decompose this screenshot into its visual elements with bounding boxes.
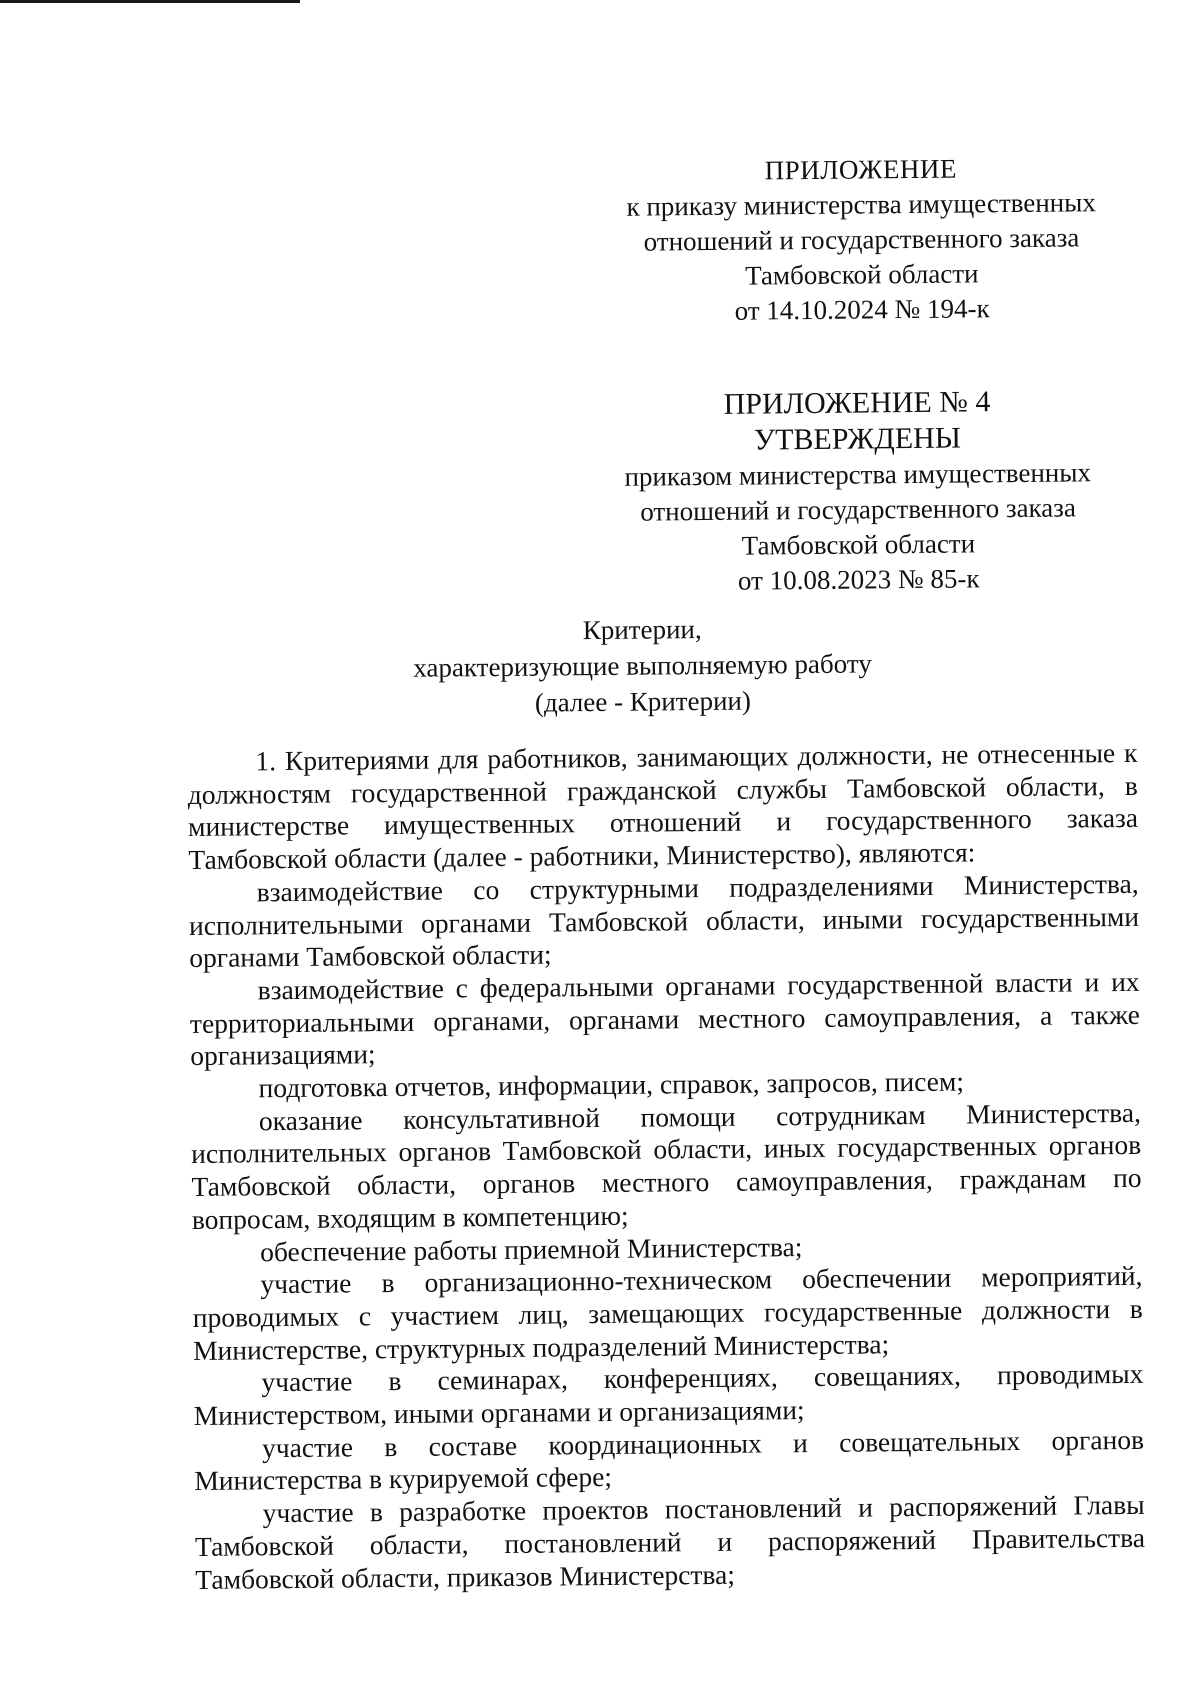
paragraph: участие в составе координационных и совещательных органов Министерства в курируемой сфере;	[194, 1423, 1145, 1497]
appendix4-date: от 10.08.2023 № 85-к	[737, 563, 980, 596]
heading-line: Критерии,	[582, 614, 702, 646]
appendix-title: ПРИЛОЖЕНИЕ	[764, 153, 958, 186]
appendix-line: к приказу министерства имущественных	[626, 187, 1096, 222]
appendix-line: отношений и государственного заказа	[643, 222, 1080, 257]
paragraph: 1. Критериями для работников, занимающих должности, не отнесенные к должностям государственной гражданской службы Тамбовской области, в министерстве имущественных отношений и государственного заказа Тамбовской области (далее - работники, Министерство), являются:	[187, 736, 1139, 876]
appendix4-header	[622, 383, 1094, 600]
appendix4-line: отношений и государственного заказа	[640, 492, 1076, 527]
heading-line: характеризующие выполняемую работу	[413, 648, 872, 683]
paragraph: обеспечение работы приемной Министерства;	[260, 1230, 803, 1267]
appendix4-title: ПРИЛОЖЕНИЕ № 4	[723, 385, 991, 421]
appendix-line: Тамбовской области	[744, 258, 979, 291]
heading-line: (далее - Критерии)	[534, 685, 752, 718]
paragraph: взаимодействие со структурными подразделениями Министерства, исполнительными органами Тамбовской области, иными государственными органами Тамбовской области;	[188, 867, 1140, 974]
criteria-body	[187, 737, 1145, 1596]
appendix-header	[626, 150, 1098, 330]
paragraph: участие в организационно-техническом обеспечении мероприятий, проводимых с участием лиц, замещающих государственные должности в Министерстве, структурных подразделений Министерства;	[192, 1260, 1143, 1366]
appendix4-line: приказом министерства имущественных	[624, 457, 1092, 492]
paragraph: участие в семинарах, конференциях, совещаниях, проводимых Министерством, иными органами и организациями;	[193, 1358, 1144, 1432]
paragraph: взаимодействие с федеральными органами государственной власти и их территориальными органами, органами местного самоуправления, а также организациями;	[189, 965, 1141, 1072]
criteria-heading	[342, 609, 943, 723]
paragraph: подготовка отчетов, информации, справок, запросов, писем;	[258, 1065, 965, 1104]
appendix-date: от 14.10.2024 № 194-к	[734, 293, 990, 326]
approved-label: УТВЕРЖДЕНЫ	[753, 421, 962, 457]
appendix4-line: Тамбовской области	[741, 528, 976, 561]
paragraph: оказание консультативной помощи сотрудникам Министерства, исполнительных органов Тамбовской области, иных государственных органов Тамбовской области, органов местного самоуправления, гражданам по вопросам, входящим в компетенцию;	[191, 1096, 1142, 1235]
paragraph: участие в разработке проектов постановлений и распоряжений Главы Тамбовской области, постановлений и распоряжений Правительства Тамбовской области, приказов Министерства;	[194, 1488, 1146, 1595]
